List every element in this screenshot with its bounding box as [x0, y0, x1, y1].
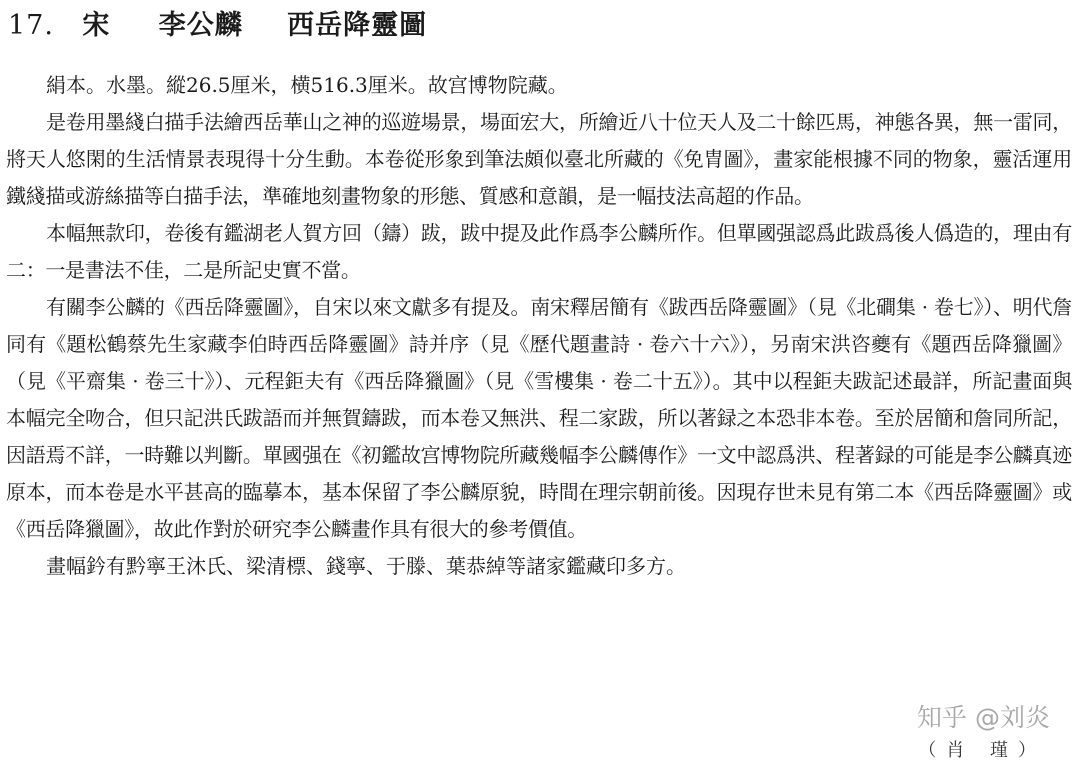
entry-heading [8, 7, 427, 45]
paragraph-inscription: 本幅無款印，卷後有鑑湖老人賀方回（鑄）跋，跋中提及此作爲李公麟所作。但單國强認爲此跋爲後人僞造的，理由有二：一是書法不佳，二是所記史實不當。 [6, 221, 1072, 282]
watermark-text: 知乎 @刘炎 [917, 703, 1050, 732]
entry-number: 17. [8, 10, 54, 41]
paragraph-specs: 絹本。水墨。縱26.5厘米，横516.3厘米。故宫博物院藏。 [46, 73, 568, 97]
paragraph-description: 是卷用墨綫白描手法繪西岳華山之神的巡遊場景，場面宏大，所繪近八十位天人及二十餘匹馬，神態各異，無一雷同，將天人悠閑的生活情景表現得十分生動。本卷從形象到筆法頗似臺北所藏的《免胄圖》，畫家能根據不同的物象，靈活運用鐵綫描或游絲描等白描手法，準確地刻畫物象的形態、質感和意韻，是一幅技法高超的作品。 [6, 110, 1072, 208]
entry-work-title: 西岳降靈圖 [287, 10, 428, 41]
entry-artist: 李公麟 [158, 10, 243, 41]
paragraph-provenance: 有關李公麟的《西岳降靈圖》，自宋以來文獻多有提及。南宋釋居簡有《跋西岳降靈圖》（見《北磵集 · 卷七》）、明代詹同有《題松鶴蔡先生家藏李伯時西岳降靈圖》詩并序（見《歷代題畫詩 · 卷六十六》），另南宋洪咨夔有《題西岳降獵圖》（見《平齋集 · 卷三十》）、元程鉅夫有《西岳降獵圖》（見《雪樓集 · 卷二十五》）。其中以程鉅夫跋記述最詳，所記畫面與本幅完全吻合，但只記洪氏跋語而并無賀鑄跋，而本卷又無洪、程二家跋，所以著録之本恐非本卷。至於居簡和詹同所記，因語焉不詳，一時難以判斷。單國强在《初鑑故宫博物院所藏幾幅李公麟傳作》一文中認爲洪、程著録的可能是李公麟真迹原本，而本卷是水平甚高的臨摹本，基本保留了李公麟原貌，時間在理宗朝前後。因現存世未見有第二本《西岳降靈圖》或《西岳降獵圖》，故此作對於研究李公麟畫作具有很大的參考價值。 [6, 295, 1072, 541]
paragraph-seals: 畫幅鈐有黔寧王沐氏、梁清標、錢寧、于滕、葉恭綽等諸家鑑藏印多方。 [46, 554, 686, 578]
entry-dynasty: 宋 [82, 10, 111, 41]
entry-author: （肖 瑾） [918, 740, 1046, 761]
entry-body [6, 67, 1072, 585]
